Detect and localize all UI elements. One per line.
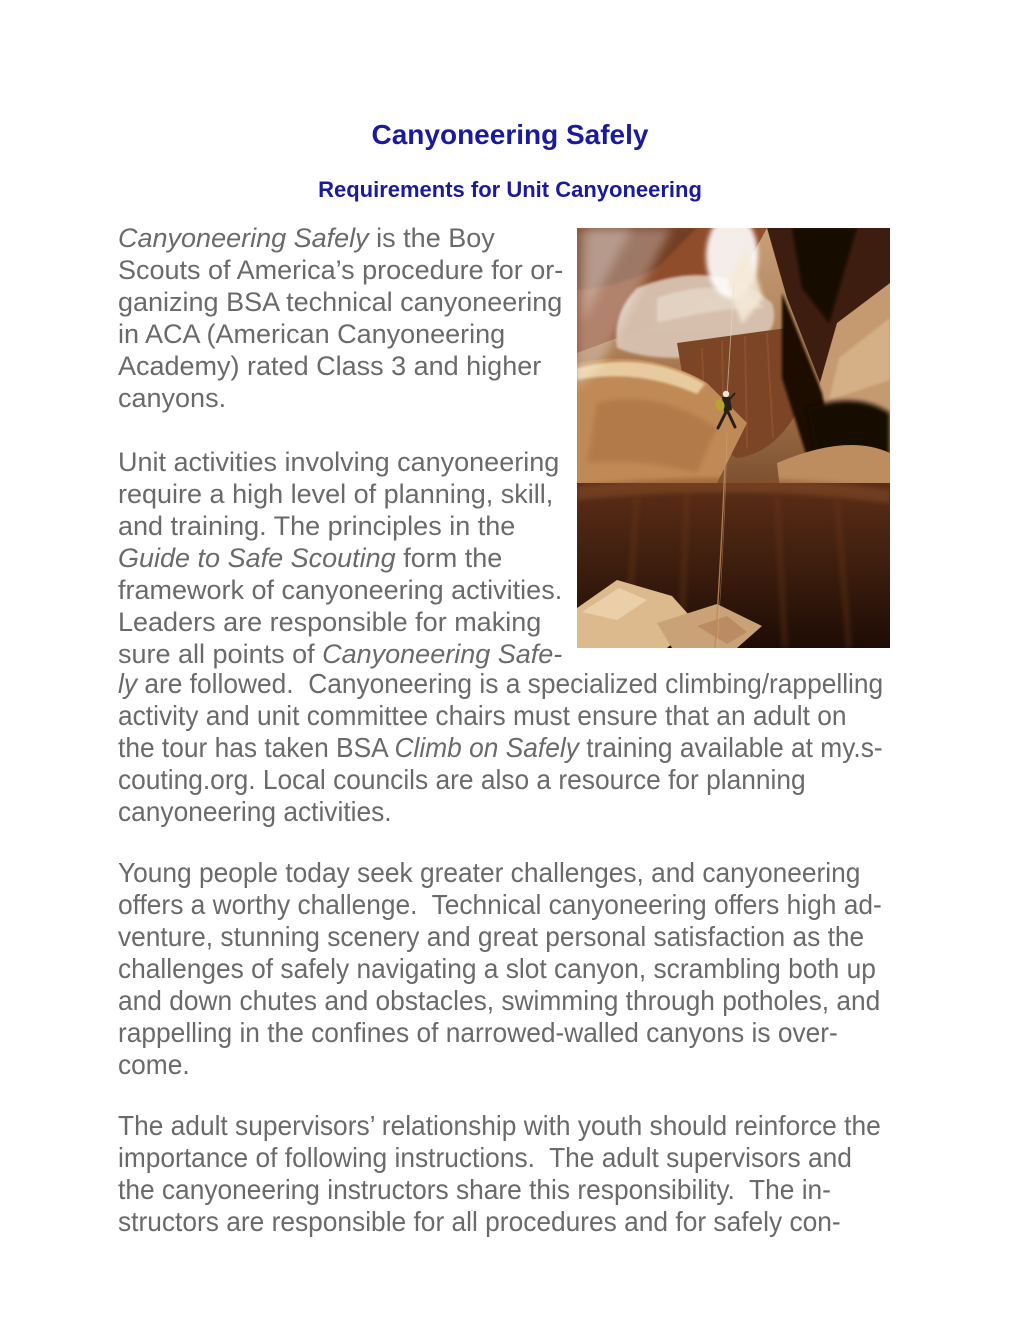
text-line: [118, 764, 883, 796]
text-line: [118, 542, 578, 574]
text-segment: require a high level of planning, skill,: [118, 479, 554, 509]
italic-text-segment: Guide to Safe Scouting: [118, 543, 396, 573]
text-segment: ganizing BSA technical canyoneering: [118, 287, 563, 317]
text-line: [118, 732, 883, 764]
text-segment: come.: [118, 1049, 190, 1080]
italic-text-segment: Climb on Safely: [394, 732, 579, 763]
text-segment: Young people today seek greater challenges, and canyoneering: [118, 857, 861, 888]
text-line: [118, 1206, 881, 1238]
text-line: [118, 574, 578, 606]
text-line: [118, 1017, 882, 1049]
text-segment: and down chutes and obstacles, swimming through potholes, and: [118, 985, 881, 1016]
text-segment: the tour has taken BSA: [118, 732, 395, 763]
italic-text-segment: Canyoneering Safe-: [322, 639, 563, 669]
italic-text-segment: Canyoneering Safely: [118, 223, 369, 253]
canyon-photo: [577, 228, 890, 648]
canyon-photo-graphic: [577, 228, 890, 648]
text-segment: couting.org. Local councils are also a resource for planning: [118, 764, 806, 795]
text-segment: Leaders are responsible for making: [118, 607, 542, 637]
planning-paragraph-continued: [118, 668, 883, 828]
text-segment: Academy) rated Class 3 and higher: [118, 351, 542, 381]
text-segment: are followed. Canyoneering is a specialized climbing/rappelling: [137, 668, 884, 699]
text-segment: training available at my.s-: [578, 732, 883, 763]
text-line: [118, 318, 578, 350]
text-line: [118, 478, 578, 510]
text-segment: in ACA (American Canyoneering: [118, 319, 506, 349]
text-segment: offers a worthy challenge. Technical canyoneering offers high ad-: [118, 889, 882, 920]
text-line: [118, 796, 883, 828]
page-title: Canyoneering Safely: [371, 119, 649, 150]
text-line: [118, 254, 578, 286]
challenge-paragraph: [118, 857, 882, 1081]
text-segment: sure all points of: [118, 639, 323, 669]
planning-paragraph: [118, 446, 578, 670]
left-text-column: [118, 222, 578, 670]
text-segment: structors are responsible for all procedures and for safely con-: [118, 1206, 841, 1237]
text-segment: venture, stunning scenery and great personal satisfaction as the: [118, 921, 865, 952]
text-line: [118, 953, 882, 985]
intro-paragraph: [118, 222, 578, 414]
text-line: [118, 700, 883, 732]
text-segment: Scouts of America’s procedure for or-: [118, 255, 564, 285]
text-line: [118, 638, 578, 670]
text-segment: Unit activities involving canyoneering: [118, 447, 560, 477]
text-line: [118, 1142, 881, 1174]
text-line: [118, 510, 578, 542]
text-line: [118, 889, 882, 921]
text-line: [118, 921, 882, 953]
text-line: [118, 350, 578, 382]
italic-text-segment: ly: [118, 668, 138, 699]
text-segment: framework of canyoneering activities.: [118, 575, 563, 605]
text-line: [118, 1174, 881, 1206]
text-segment: form the: [395, 543, 503, 573]
text-line: [118, 1110, 881, 1142]
supervision-paragraph: [118, 1110, 881, 1238]
text-line: [118, 222, 578, 254]
text-segment: canyons.: [118, 383, 227, 413]
text-line: [118, 668, 883, 700]
text-segment: and training. The principles in the: [118, 511, 516, 541]
text-line: [118, 985, 882, 1017]
text-line: [118, 286, 578, 318]
text-line: [118, 446, 578, 478]
text-segment: is the Boy: [368, 223, 495, 253]
text-segment: The adult supervisors’ relationship with youth should reinforce the: [118, 1110, 881, 1141]
text-segment: canyoneering activities.: [118, 796, 392, 827]
page-subtitle: Requirements for Unit Canyoneering: [318, 177, 702, 202]
text-line: [118, 606, 578, 638]
text-segment: challenges of safely navigating a slot canyon, scrambling both up: [118, 953, 876, 984]
text-segment: activity and unit committee chairs must ensure that an adult on: [118, 700, 847, 731]
text-line: [118, 1049, 882, 1081]
text-line: [118, 857, 882, 889]
text-line: [118, 382, 578, 414]
text-segment: rappelling in the confines of narrowed-walled canyons is over-: [118, 1017, 838, 1048]
text-segment: the canyoneering instructors share this responsibility. The in-: [118, 1174, 831, 1205]
text-segment: importance of following instructions. The adult supervisors and: [118, 1142, 852, 1173]
